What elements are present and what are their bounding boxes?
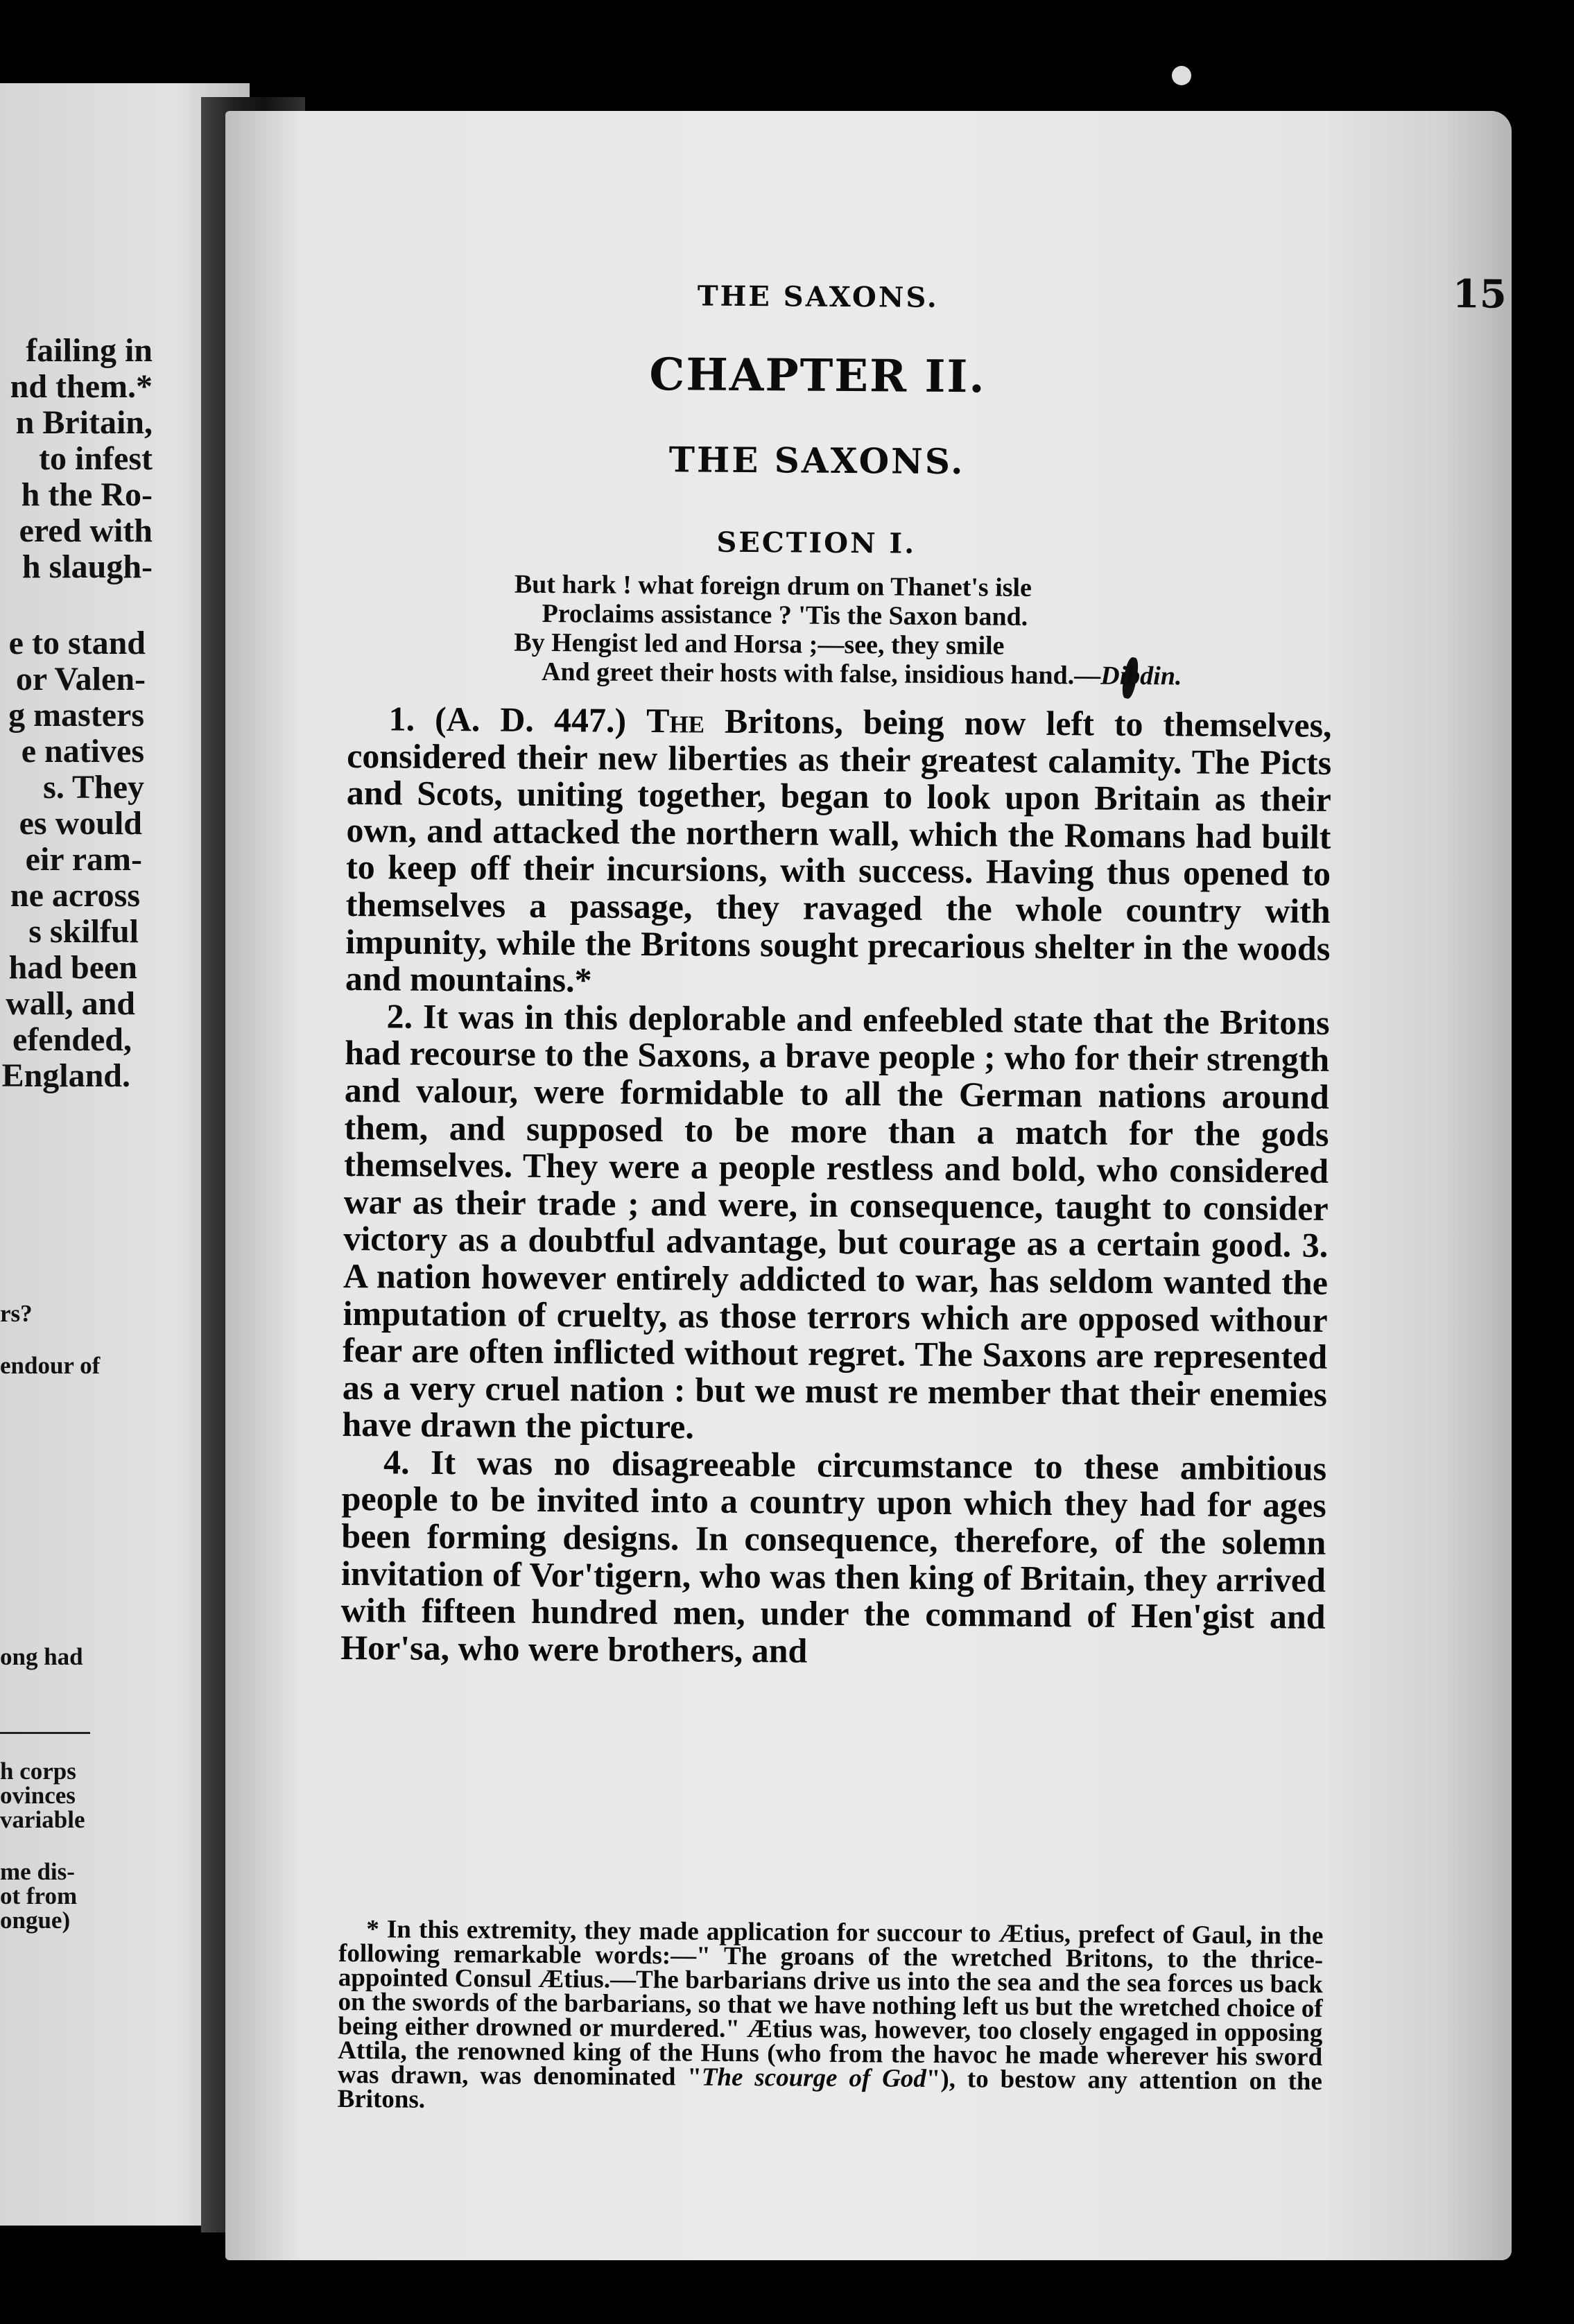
left-page-line: efended,: [12, 1021, 132, 1058]
epigraph-line: But hark ! what foreign drum on Thanet's isle: [514, 569, 1032, 602]
footnote-end: "), to bestow any attention on the Britons.: [337, 2064, 1323, 2114]
left-page-line: es would: [19, 805, 142, 842]
footnote-italic: The scourge of God: [701, 2063, 927, 2093]
current-page: [225, 111, 1512, 2260]
page-edge: [1446, 111, 1512, 2260]
chapter-heading: CHAPTER II.: [649, 349, 986, 404]
epigraph-line-text: And greet their hosts with false, insidious hand.—: [541, 657, 1101, 691]
body-text: [340, 700, 1332, 1673]
left-page-line: nd them.*: [10, 368, 153, 405]
left-page-line: n Britain,: [15, 404, 153, 441]
paragraph-1: [345, 700, 1332, 1005]
paragraph-4: 4. It was no disagreeable circumstance to these ambitious people to be invited into a country upon which they had for ages been forming designs. In consequence, therefore, of the solemn invitation of Vor'tigern, who was then king of Britain, they arrived with fifteen hundred men, under the command of Hen'gist and Hor'sa, who were brothers, and: [340, 1442, 1327, 1670]
epigraph-line: Proclaims assistance ? 'Tis the Saxon band.: [542, 598, 1028, 632]
left-page-line: ne across: [10, 877, 140, 914]
footnote-body: * In this extremity, they made application for succour to Ætius, prefect of Gaul, in the following remarkable words:—" The groans of the wretched Britons, to the thrice-appointed Consul Ætius.—The barbarians drive us into the sea and the sea forces us back on the swords of the barbarians, so that we have nothing left us but the wretched choice of being either drowned or murdered." Ætius was, however, too closely engaged in opposing Attila, the renowned king of the Huns (who from the havoc he made wherever his sword was drawn, was denominated ": [337, 1915, 1324, 2092]
footnote-text: [338, 1917, 1324, 2118]
left-page-line: or Valen-: [15, 661, 146, 697]
left-page-line: ered with: [19, 512, 153, 549]
epigraph: [514, 570, 1347, 692]
left-page-note: me dis-: [0, 1858, 75, 1885]
left-page-line: h the Ro-: [21, 476, 153, 513]
left-page-note: variable: [0, 1806, 85, 1833]
section-heading: SECTION I.: [716, 526, 917, 560]
epigraph-line: [514, 657, 1346, 692]
left-page-note: ovinces: [0, 1782, 76, 1809]
chapter-title: THE SAXONS.: [668, 439, 965, 483]
left-page-line: e natives: [21, 733, 144, 770]
dust-speck: [1172, 66, 1191, 85]
left-page-note: rs?: [0, 1300, 33, 1327]
left-page-line: failing in: [26, 332, 153, 369]
left-page-line: g masters: [8, 697, 144, 734]
left-page-line: England.: [1, 1057, 130, 1094]
left-page-line: s skilful: [28, 913, 139, 950]
left-page-line: e to stand: [8, 625, 146, 661]
left-page-line: had been: [8, 949, 137, 986]
paragraph-text: Britons, being now left to themselves, considered their new liberties as their greatest calamity. The Picts and Scots, uniting together, began to look upon Britain as their own, and attacked the northern wall, which the Romans had built to keep off their incursions, with success. Having thus opened to themselves a passage, they ravaged the whole country with impunity, while the Britons sought precarious shelter in the woods and mountains.*: [345, 701, 1332, 1000]
left-page-note: ot from: [0, 1882, 78, 1909]
page-content: [337, 271, 1507, 2114]
paragraph-lead-word: The: [646, 700, 705, 740]
left-page-note: h corps: [0, 1758, 76, 1785]
footnote: [338, 1917, 1324, 2118]
left-page-line: wall, and: [6, 985, 135, 1022]
epigraph-author: Dibdin.: [1100, 661, 1182, 691]
paragraph-number: 1. (A. D. 447.): [388, 699, 627, 740]
left-page-note: endour of: [0, 1352, 101, 1379]
left-page-note: ongue): [0, 1907, 71, 1934]
left-page-line: h slaugh-: [21, 548, 153, 585]
paragraph-2: 2. It was in this deplorable and enfeebled state that the Britons had recourse to the Saxons, a brave people ; who for their strength and valour, were formidable to all the German nations around them, and supposed to be more than a match for the gods themselves. They were a people restless and bold, who considered war as their trade ; and were, in consequence, taught to consider victory as a doubtful advantage, but courage as a certain good. 3. A nation however entirely addicted to war, has seldom wanted the imputation of cruelty, as those terrors which are opposed withour fear are often inflicted without regret. The Saxons are represented as a very cruel nation : but we must re member that their enemies have drawn the picture.: [342, 996, 1330, 1446]
epigraph-line: By Hengist led and Horsa ;—see, they smile: [514, 627, 1005, 661]
left-page-line: to infest: [39, 440, 153, 477]
left-page-line: eir ram-: [25, 841, 142, 878]
running-head: THE SAXONS.: [697, 279, 939, 314]
left-page-note: ong had: [0, 1643, 83, 1670]
left-page-rule: [0, 1732, 90, 1734]
page-number: 15: [1452, 271, 1507, 318]
left-page-line: s. They: [43, 769, 144, 806]
